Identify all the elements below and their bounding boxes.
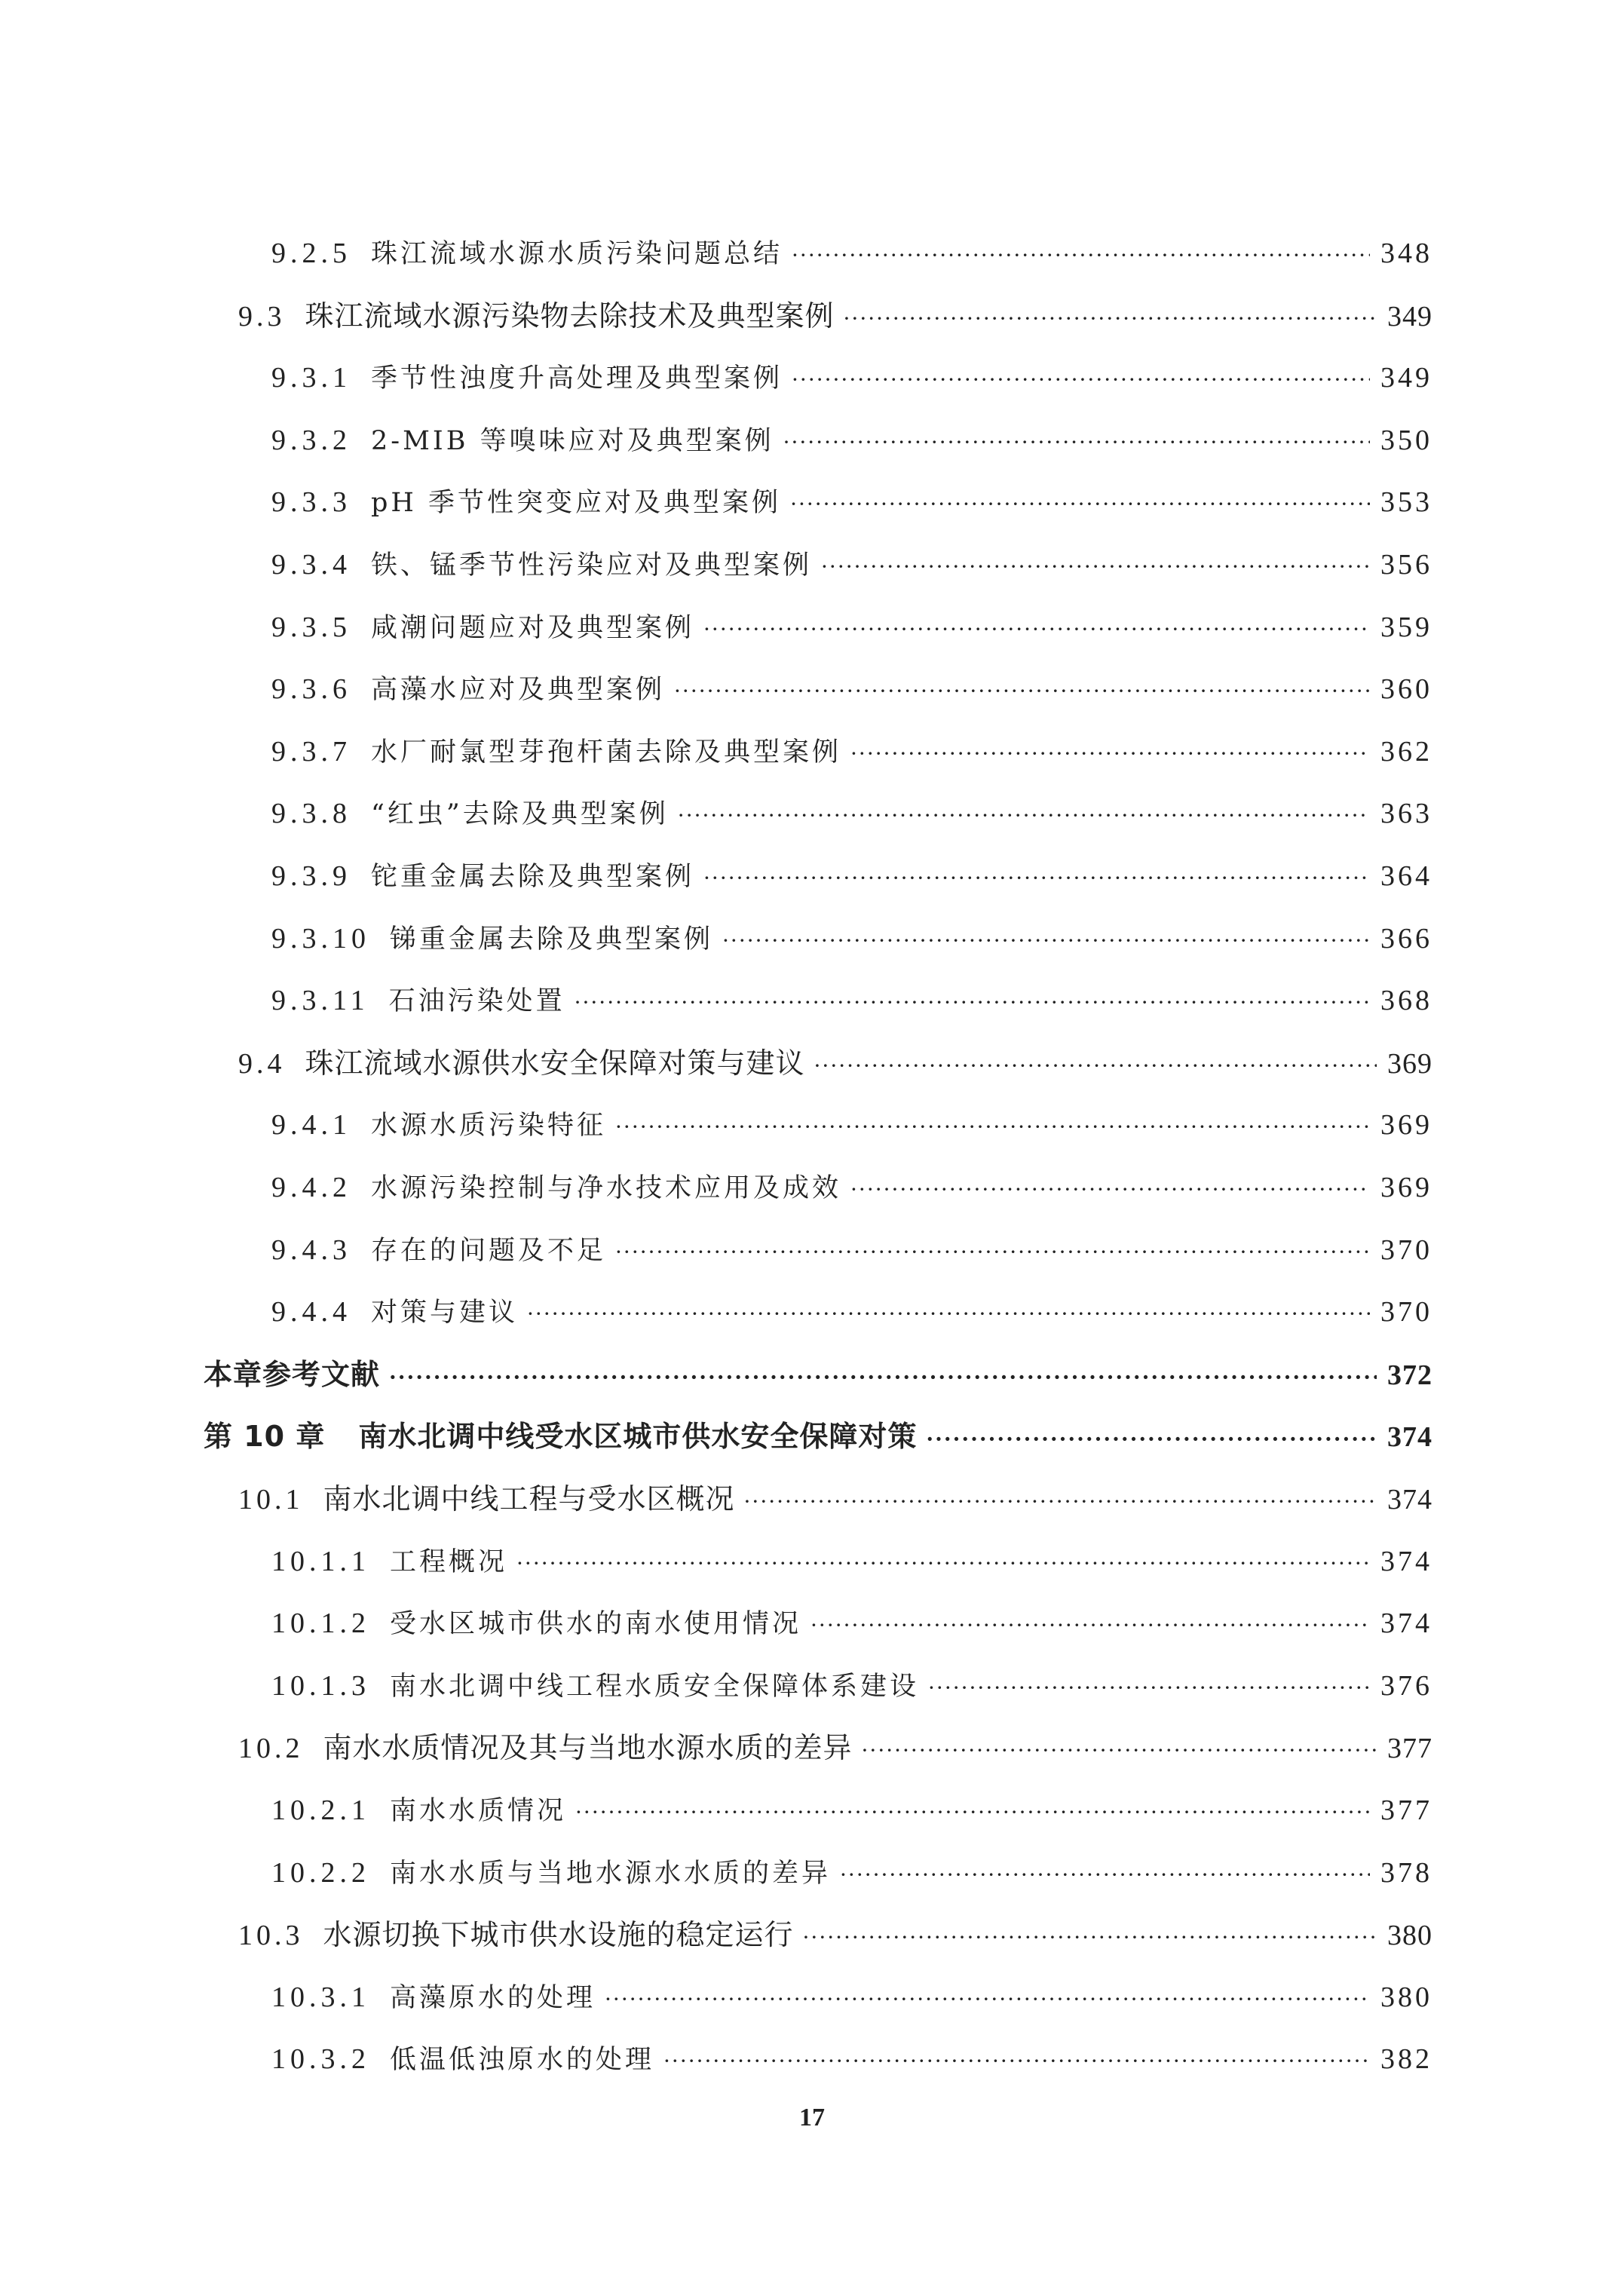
toc-entry-title: 南水水质情况及其与当地水源水质的差异	[323, 1731, 853, 1765]
toc-entry-title: 南水北调中线工程与受水区概况	[323, 1482, 735, 1515]
toc-entry-number: 9.3.10	[271, 922, 370, 955]
toc-entry-number: 10.1.3	[271, 1669, 370, 1702]
toc-entry[interactable]	[204, 1414, 1432, 1459]
toc-entry-page: 369	[1380, 1172, 1432, 1203]
toc-entry[interactable]	[204, 1352, 1432, 1397]
dot-leader	[790, 482, 1370, 527]
toc-entry-title: 石油污染处置	[388, 986, 565, 1017]
toc-entry-title: 珠江流域水源污染物去除技术及典型案例	[305, 299, 835, 333]
toc-entry-number: 9.3.1	[271, 362, 351, 394]
toc-entry-page: 378	[1380, 1856, 1432, 1889]
toc-entry[interactable]	[271, 978, 1432, 1023]
toc-entry-title: 水源污染控制与净水技术应用及成效	[371, 1173, 842, 1203]
toc-entry-title: 存在的问题及不足	[371, 1235, 607, 1266]
toc-entry-number: 10.2.2	[271, 1856, 370, 1889]
toc-entry[interactable]	[271, 791, 1432, 836]
toc-entry-page: 374	[1387, 1421, 1432, 1454]
dot-leader	[389, 1355, 1377, 1400]
toc-entry[interactable]	[238, 1725, 1432, 1770]
toc-entry-page: 369	[1387, 1047, 1432, 1080]
toc-entry-page: 350	[1380, 424, 1432, 456]
toc-entry-number: 10.1.2	[271, 1607, 370, 1640]
dot-leader	[792, 357, 1370, 403]
toc-entry[interactable]	[271, 480, 1432, 525]
toc-entry-number: 10.2	[238, 1733, 304, 1765]
dot-leader	[703, 856, 1370, 901]
toc-entry[interactable]	[271, 1165, 1432, 1210]
dot-leader	[615, 1105, 1370, 1150]
dot-leader	[850, 1167, 1370, 1212]
toc-entry[interactable]	[271, 1227, 1432, 1273]
toc-entry-title: 南水北调中线受水区城市供水安全保障对策	[358, 1420, 918, 1454]
toc-entry-number: 10.1	[238, 1484, 304, 1515]
toc-entry-number: 9.4.1	[271, 1109, 351, 1142]
toc-entry[interactable]	[271, 542, 1432, 587]
dot-leader	[926, 1417, 1377, 1462]
dot-leader	[821, 544, 1370, 590]
toc-entry[interactable]	[271, 605, 1432, 650]
toc-entry[interactable]	[271, 355, 1432, 400]
toc-entry-title: 珠江流域水源供水安全保障对策与建议	[305, 1046, 805, 1080]
toc-entry-title: 低温低浊原水的处理	[390, 2045, 655, 2076]
toc-entry-title: 咸潮问题应对及典型案例	[371, 612, 695, 643]
dot-leader	[678, 793, 1370, 838]
toc-entry-page: 370	[1380, 1234, 1432, 1266]
toc-entry-page: 376	[1380, 1669, 1432, 1702]
toc-entry-title: 珠江流域水源水质污染问题总结	[371, 239, 783, 269]
toc-entry-page: 377	[1380, 1794, 1432, 1826]
toc-entry-page: 359	[1380, 611, 1432, 643]
toc-entry[interactable]	[271, 854, 1432, 899]
toc-entry[interactable]	[271, 418, 1432, 463]
dot-leader	[575, 980, 1370, 1025]
toc-entry-number: 10.2.1	[271, 1794, 370, 1826]
toc-entry[interactable]	[271, 1539, 1432, 1584]
dot-leader	[527, 1292, 1370, 1337]
toc-entry[interactable]	[238, 1912, 1432, 1957]
page-number: 17	[799, 2104, 825, 2131]
toc-entry-page: 360	[1380, 673, 1432, 706]
toc-entry[interactable]	[271, 2036, 1432, 2082]
toc-entry[interactable]	[271, 1102, 1432, 1148]
toc-entry[interactable]	[271, 1788, 1432, 1833]
toc-entry-title: 南水水质情况	[390, 1796, 567, 1826]
toc-entry-page: 349	[1387, 300, 1432, 333]
dot-leader	[605, 1977, 1370, 2022]
toc-entry-page: 374	[1387, 1484, 1432, 1515]
dot-leader	[575, 1790, 1370, 1835]
toc-entry-page: 380	[1387, 1920, 1432, 1952]
toc-entry[interactable]	[271, 667, 1432, 712]
toc-entry-number: 9.3.6	[271, 673, 351, 706]
toc-entry-title: 水源切换下城市供水设施的稳定运行	[323, 1918, 794, 1952]
dot-leader	[844, 296, 1377, 342]
toc-entry-title: “红虫”去除及典型案例	[371, 799, 669, 830]
toc-entry-number: 9.3.3	[271, 486, 351, 519]
toc-entry-title: pH 季节性突变应对及典型案例	[371, 488, 782, 519]
dot-leader	[615, 1230, 1370, 1275]
toc-entry-number: 9.4.4	[271, 1296, 351, 1329]
toc-entry-title: 对策与建议	[371, 1298, 519, 1329]
dot-leader	[803, 1915, 1377, 1960]
toc-entry-number: 10.3	[238, 1920, 304, 1952]
toc-entry-number: 9.3.8	[271, 798, 351, 830]
toc-entry-number: 9.3.7	[271, 735, 351, 768]
toc-entry[interactable]	[271, 1601, 1432, 1646]
toc-entry-title: 南水水质与当地水源水水质的差异	[390, 1858, 832, 1889]
toc-entry-page: 377	[1387, 1733, 1432, 1765]
toc-entry-number: 9.4	[238, 1047, 286, 1080]
toc-entry-page: 366	[1380, 922, 1432, 955]
toc-entry-number: 9.3.4	[271, 549, 351, 581]
toc-entry-number: 9.3.5	[271, 611, 351, 643]
toc-entry[interactable]	[271, 1975, 1432, 2020]
toc-entry-title: 水源水质污染特征	[371, 1111, 607, 1142]
toc-entry[interactable]	[271, 231, 1432, 276]
toc-entry-page: 348	[1380, 238, 1432, 269]
dot-leader	[674, 669, 1370, 714]
toc-entry[interactable]	[271, 916, 1432, 961]
dot-leader	[744, 1479, 1377, 1525]
toc-entry[interactable]	[271, 1850, 1432, 1896]
toc-entry-title: 季节性浊度升高处理及典型案例	[371, 363, 783, 394]
toc-entry[interactable]	[271, 1289, 1432, 1335]
toc-entry[interactable]	[238, 1040, 1432, 1086]
toc-entry-page: 380	[1380, 1981, 1432, 2013]
toc-entry-page: 368	[1380, 985, 1432, 1017]
toc-entry-page: 364	[1380, 860, 1432, 892]
toc-entry-number: 10.1.1	[271, 1545, 370, 1577]
dot-leader	[850, 731, 1370, 777]
toc-entry-page: 356	[1380, 549, 1432, 581]
toc-entry-title: 锑重金属去除及典型案例	[390, 924, 714, 955]
dot-leader	[840, 1853, 1370, 1898]
toc-entry-page: 369	[1380, 1109, 1432, 1142]
toc-entry-number: 第 10 章	[204, 1420, 326, 1454]
toc-entry-page: 374	[1380, 1607, 1432, 1640]
toc-entry-title: 铁、锰季节性污染应对及典型案例	[371, 550, 813, 581]
toc-entry-page: 382	[1380, 2043, 1432, 2076]
toc-entry-number: 9.3.9	[271, 860, 351, 892]
toc-entry-page: 363	[1380, 798, 1432, 830]
toc-entry-title: 2-MIB 等嗅味应对及典型案例	[371, 425, 774, 456]
dot-leader	[814, 1044, 1377, 1089]
toc-entry-title: 高藻原水的处理	[390, 1982, 596, 2013]
toc-entry-number: 9.2.5	[271, 238, 351, 269]
toc-entry-number: 9.3.2	[271, 424, 351, 456]
toc-entry-page: 349	[1380, 362, 1432, 394]
dot-leader	[928, 1666, 1370, 1711]
toc-entry-title: 受水区城市供水的南水使用情况	[390, 1609, 802, 1640]
toc-entry-title: 水厂耐氯型芽孢杆菌去除及典型案例	[371, 737, 842, 768]
toc-entry-page: 374	[1380, 1545, 1432, 1577]
toc-entry[interactable]	[271, 1663, 1432, 1709]
toc-entry[interactable]	[238, 293, 1432, 339]
toc-entry-page: 370	[1380, 1296, 1432, 1329]
dot-leader	[722, 918, 1370, 964]
toc-entry[interactable]	[271, 729, 1432, 774]
toc-entry-number: 9.3	[238, 300, 286, 333]
dot-leader	[792, 233, 1370, 278]
toc-entry-title: 南水北调中线工程水质安全保障体系建设	[390, 1671, 920, 1702]
toc-entry-title: 铊重金属去除及典型案例	[371, 862, 695, 892]
toc-entry-number: 9.4.2	[271, 1172, 351, 1203]
toc-entry-title: 本章参考文献	[204, 1357, 381, 1391]
toc-entry-number: 10.3.1	[271, 1981, 370, 2013]
toc-entry-page: 372	[1387, 1359, 1432, 1391]
dot-leader	[862, 1728, 1377, 1773]
dot-leader	[663, 2039, 1370, 2084]
toc-entry[interactable]	[238, 1476, 1432, 1522]
dot-leader	[703, 607, 1370, 652]
toc-entry-page: 362	[1380, 735, 1432, 768]
toc-entry-number: 9.4.3	[271, 1234, 351, 1266]
toc-entry-title: 工程概况	[390, 1546, 508, 1577]
toc-entry-title: 高藻水应对及典型案例	[371, 675, 666, 706]
toc-entry-number: 9.3.11	[271, 985, 369, 1017]
toc-entry-page: 353	[1380, 486, 1432, 519]
dot-leader	[810, 1603, 1370, 1648]
dot-leader	[516, 1541, 1370, 1586]
toc-entry-number: 10.3.2	[271, 2043, 370, 2076]
dot-leader	[783, 420, 1370, 465]
